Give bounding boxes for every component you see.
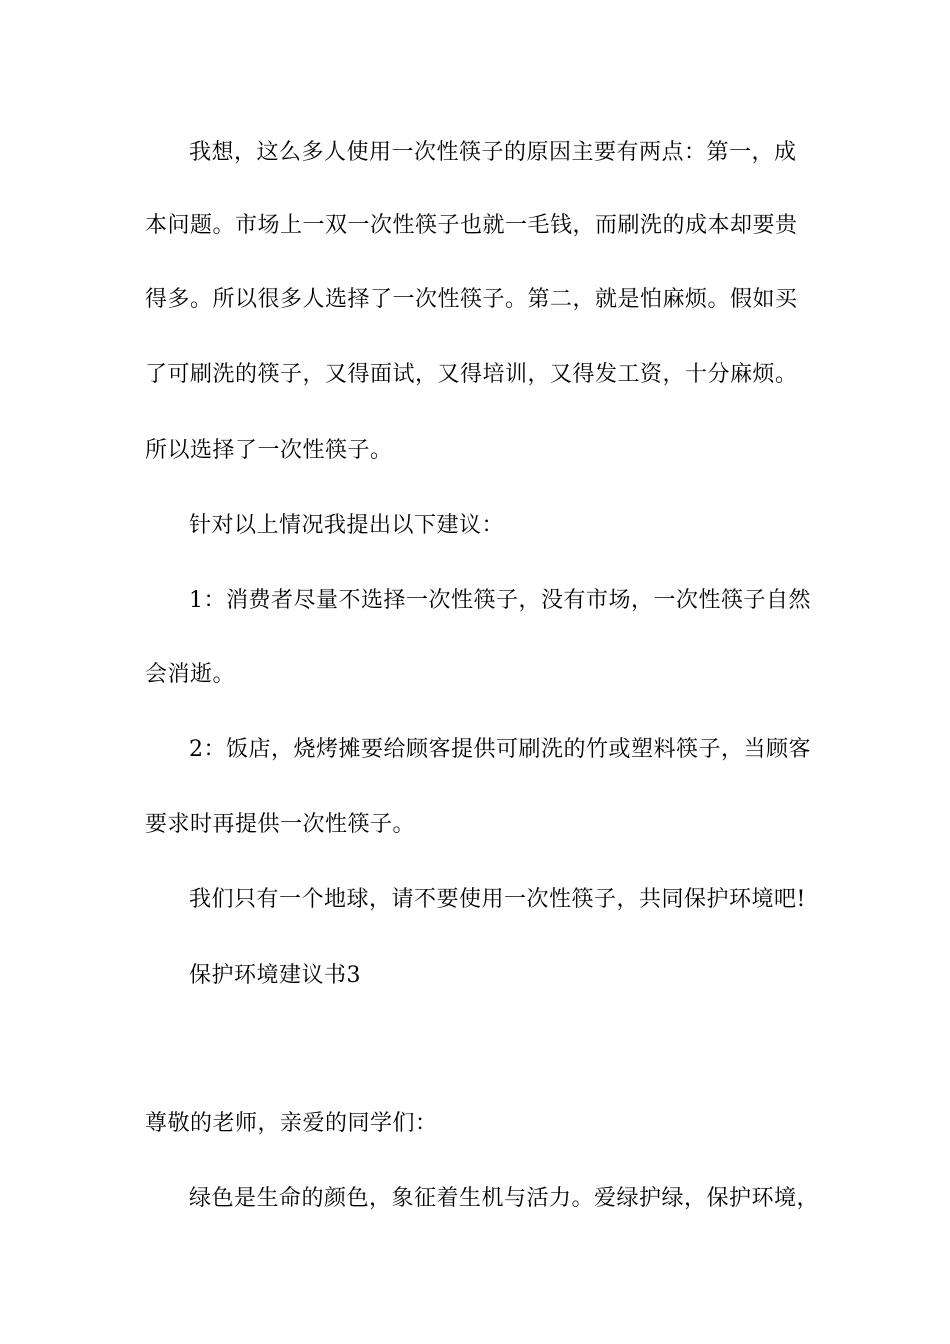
paragraph-line: 了可刷洗的筷子，又得面试，又得培训，又得发工资，十分麻烦。 [145, 362, 798, 387]
paragraph-line: 针对以上情况我提出以下建议： [189, 513, 505, 538]
paragraph-line: 1：消费者尽量不选择一次性筷子，没有市场，一次性筷子自然 [189, 588, 811, 613]
paragraph-line: 绿色是生命的颜色，象征着生机与活力。爱绿护绿，保护环境， [189, 1186, 820, 1211]
paragraph-line: 要求时再提供一次性筷子。 [145, 812, 416, 837]
paragraph-line: 2：饭店，烧烤摊要给顾客提供可刷洗的竹或塑料筷子，当顾客 [189, 737, 811, 762]
paragraph-line: 本问题。市场上一双一次性筷子也就一毛钱，而刷洗的成本却要贵 [145, 213, 798, 238]
paragraph-line: 会消逝。 [145, 662, 236, 687]
paragraph-line: 所以选择了一次性筷子。 [145, 438, 393, 463]
salutation-line: 尊敬的老师，亲爱的同学们： [145, 1111, 438, 1136]
paragraph-line: 我们只有一个地球，请不要使用一次性筷子，共同保护环境吧! [189, 887, 806, 912]
paragraph-line: 得多。所以很多人选择了一次性筷子。第二，就是怕麻烦。假如买 [145, 287, 798, 312]
section-heading: 保护环境建议书3 [189, 963, 361, 988]
paragraph-line: 我想，这么多人使用一次性筷子的原因主要有两点：第一，成 [189, 140, 797, 165]
